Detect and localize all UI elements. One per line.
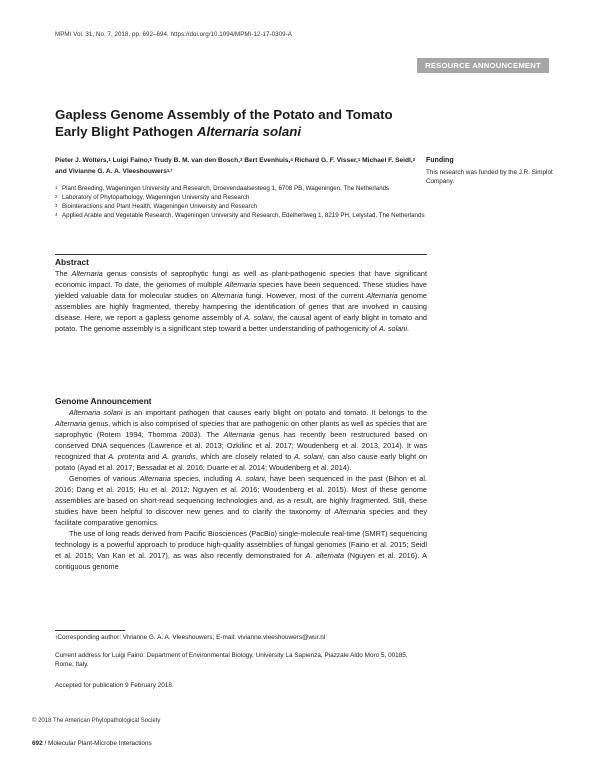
affiliation-item	[55, 211, 427, 220]
title-species: Alternaria solani	[196, 124, 302, 139]
affiliation-number: 1	[55, 185, 58, 190]
abstract-italic: A. solani	[244, 313, 273, 322]
article-title	[55, 106, 415, 140]
funding-text: This research was funded by the J.R. Simplot Company.	[426, 169, 553, 185]
body-paragraph	[55, 528, 427, 572]
body-text: Genomes of various	[69, 474, 140, 483]
corresponding-author-text: Corresponding author: Vivianne G. A. A. Vleeshouwers; E-mail: vivianne.vleeshouwers@wur.nl	[57, 634, 326, 641]
funding-heading: Funding	[426, 157, 454, 164]
body-italic: Alternaria	[334, 507, 366, 516]
affiliation-item	[55, 193, 427, 202]
affiliation-text: Laboratory of Phytopathology, Wageningen University and Research	[62, 194, 250, 201]
body-paragraph	[55, 473, 427, 528]
affiliation-text: Applied Arable and Vegetable Research, Wageningen University and Research, Edelhertweg 1, 8219 PH, Lelystad, The Netherlands	[62, 212, 425, 219]
abstract-text: The	[55, 269, 72, 278]
body-italic: Alternaria solani	[69, 408, 123, 417]
author-affiliation-sup: 1	[108, 157, 111, 162]
corresponding-author-note	[55, 633, 435, 642]
author-affiliation-sup: 4	[290, 157, 293, 162]
author: Pieter J. Wolters,	[55, 157, 109, 164]
author: Bert Evenhuis,	[244, 157, 291, 164]
abstract-text: genome assemblies are highly fragmented, thereby hampering the identification of genes that are involved in causing disease. Here, we report a gapless genome assembly of	[55, 291, 427, 322]
accepted-date-note: Accepted for publication 9 February 2018.	[55, 682, 174, 689]
affiliation-text: Biointeractions and Plant Health, Wageningen University and Research	[62, 203, 258, 210]
body-text: , which are closely related to	[195, 452, 295, 461]
abstract-italic: Alternaria	[366, 291, 398, 300]
dagger-mark: †	[55, 635, 58, 640]
affiliation-number: 4	[55, 212, 58, 217]
author: Trudy B. M. van den Bosch,	[153, 157, 240, 164]
abstract-text: genus consists of saprophytic fungi as well as plant-pathogenic species that have significant economic impact. To date, the genomes of multiple	[55, 269, 427, 289]
abstract-text: species have been sequenced. These studies have yielded valuable data for molecular studies on	[55, 280, 427, 300]
article-type-banner: RESOURCE ANNOUNCEMENT	[417, 58, 549, 73]
abstract-divider	[55, 254, 427, 255]
abstract-text: fungi. However, most of the current	[242, 291, 367, 300]
genome-announcement-heading: Genome Announcement	[55, 396, 152, 406]
body-text: genus has recently been restructured based on conserved DNA sequences (Lawrence et al. 2013; Ozkilinc et al. 2017; Woudenberg et al. 2013, 2014). It was recognized that	[55, 430, 427, 461]
body-italic: A. grandis	[162, 452, 196, 461]
body-text: species, including	[170, 474, 236, 483]
author-affiliation-sup: 1,†	[166, 168, 173, 173]
author-affiliation-sup: 1	[357, 157, 361, 162]
body-italic: Alternaria	[55, 419, 87, 428]
body-italic: Alternaria	[139, 474, 171, 483]
body-text: genus, which is also comprised of species that are pathogenic on other plants as well as species that are saprophytic (Rotem 1994; Thomma 2003). The	[55, 419, 427, 439]
footnote-divider	[55, 630, 125, 631]
journal-name: / Molecular Plant-Microbe Interactions	[42, 740, 152, 747]
body-text: The use of long reads derived from Pacific Biosciences (PacBio) single-molecule real-time (SMRT) sequencing technology is a powerful approach to produce high-quality assemblies of fungal genomes (Faino et al. 2015; Seidl et al. 2015; Van Kan et al. 2017), as was also recently demonstrated for	[55, 529, 427, 560]
abstract-body	[55, 268, 427, 334]
page-number: 692	[32, 740, 43, 747]
author-affiliation-sup: 2	[149, 157, 153, 162]
body-text: , have been sequenced in the past (Bihon et al. 2016; Dang et al. 2015; Hu et al. 2012; Nguyen et al. 2016; Woudenberg et al. 2015). Most of these genome assemblies are based on short-read sequencing technologies and, as a result, are highly fragmented. Still, these studies have been helpful to discover new genes and to clarify the taxonomy of	[55, 474, 427, 516]
author: Richard G. F. Visser,	[294, 157, 358, 164]
author: Luigi Faino,	[112, 157, 150, 164]
genome-announcement-body	[55, 407, 427, 572]
affiliation-text: Plant Breeding, Wageningen University and Research, Droevendaalsesteeg 1, 6708 PB, Wageningen, The Netherlands	[62, 185, 390, 192]
abstract-italic: Alternaria	[224, 280, 257, 289]
affiliation-number: 2	[55, 194, 58, 199]
author: Michael F. Seidl,	[362, 157, 413, 164]
body-text: , can also cause early blight on potato (Ayad et al. 2017; Bessadat et al. 2016; Duarte et al. 2014; Woudenberg et al. 2014).	[55, 452, 428, 472]
author-list	[55, 155, 425, 177]
affiliation-item	[55, 202, 427, 211]
journal-citation-header: MPMI Vol. 31, No. 7, 2018, pp. 692–694. https://doi.org/10.1094/MPMI-12-17-0309-A	[55, 31, 292, 38]
abstract-italic: Alternaria	[211, 291, 243, 300]
body-text: and	[144, 452, 163, 461]
abstract-text: , the causal agent of early blight in tomato and potato. The genome assembly is a significant step toward a better understanding of pathogenicity of	[55, 313, 427, 333]
current-address-note: Current address for Luigi Faino: Department of Environmental Biology, University La Sapienza, Piazzale Aldo Moro 5, 00185, Rome, Italy.	[55, 652, 408, 668]
affiliation-list	[55, 184, 427, 220]
body-italic: A. solani	[235, 474, 265, 483]
author-affiliation-sup: 2	[412, 157, 416, 162]
abstract-heading: Abstract	[55, 257, 89, 267]
page-footer	[32, 740, 152, 747]
body-italic: A. protenta	[108, 452, 145, 461]
body-italic: A. alternata	[305, 551, 345, 560]
body-italic: A. solani	[294, 452, 323, 461]
author: and Vivianne G. A. A. Vleeshouwers	[55, 168, 167, 175]
abstract-italic: Alternaria	[71, 269, 103, 278]
abstract-text: .	[406, 324, 409, 333]
abstract-italic: A. solani	[378, 324, 407, 333]
body-italic: Alternaria	[223, 430, 255, 439]
copyright-notice: © 2018 The American Phytopathological Society	[32, 718, 161, 724]
affiliation-number: 3	[55, 203, 58, 208]
affiliation-item	[55, 184, 427, 193]
body-paragraph	[55, 407, 427, 473]
title-main: Gapless Genome Assembly of the Potato and Tomato Early Blight Pathogen	[55, 107, 393, 139]
author-affiliation-sup: 3	[239, 157, 243, 162]
body-text: (Nguyen et al. 2016). A contiguous genome	[55, 551, 427, 571]
body-text: species and they facilitate comparative genomics.	[55, 507, 427, 527]
body-text: is an important pathogen that causes early blight on potato and tomato. It belongs to the	[122, 408, 427, 417]
